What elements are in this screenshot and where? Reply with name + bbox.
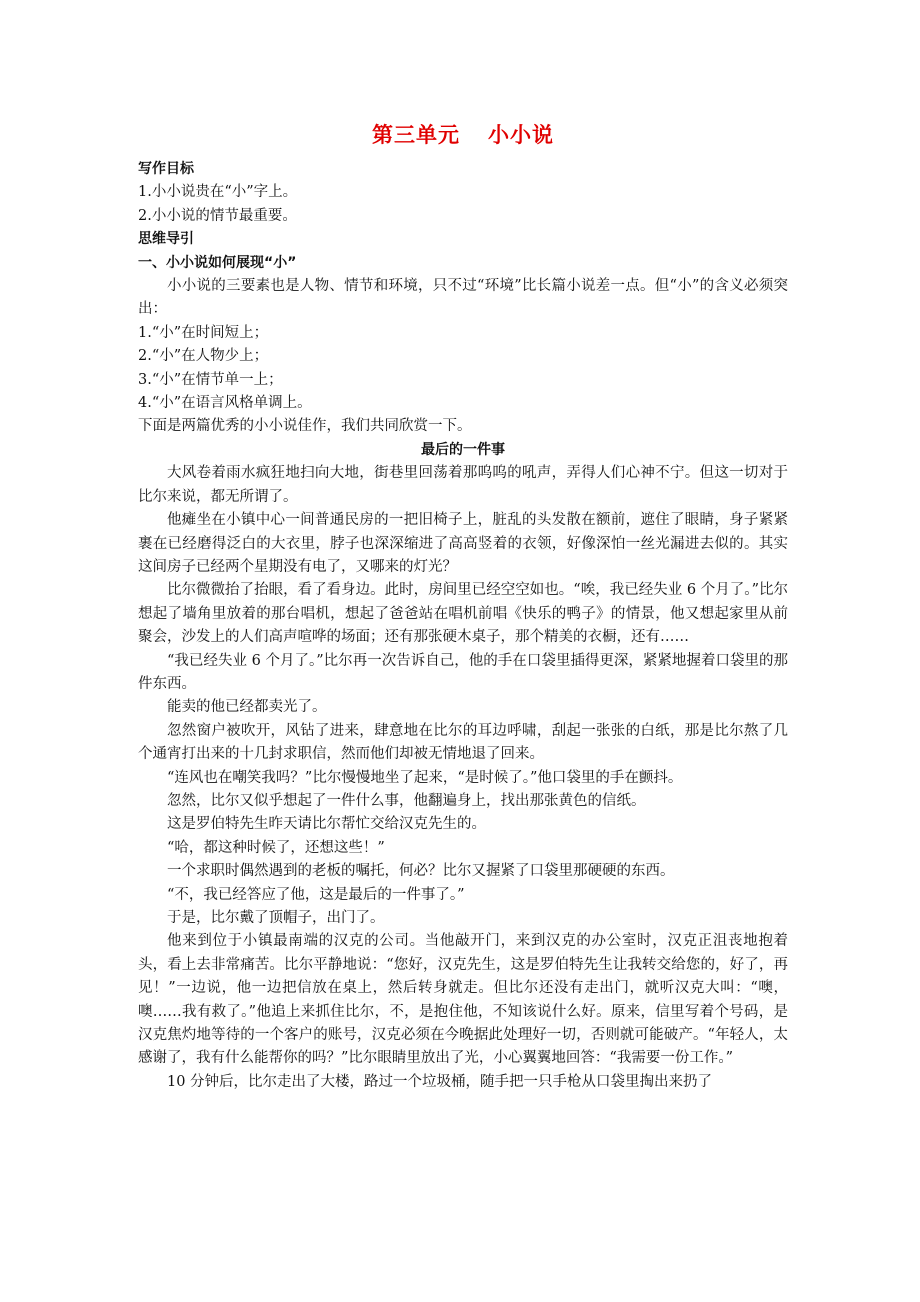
- story-title: 最后的一件事: [421, 441, 505, 458]
- story-paragraph: 一个求职时偶然遇到的老板的嘱托，何必？比尔又握紧了口袋里那硬硬的东西。: [167, 863, 675, 880]
- title-unit: 第三单元: [372, 122, 460, 147]
- page-title: [138, 118, 788, 152]
- sub-heading: 一、小小说如何展现“小”: [138, 254, 297, 271]
- goal-item: 2.小小说的情节最重要。: [138, 207, 297, 224]
- story-paragraph: “我已经失业 6 个月了。”比尔再一次告诉自己，他的手在口袋里插得更深，紧紧地握着口袋里的那件东西。: [138, 652, 788, 692]
- story-paragraph: 他瘫坐在小镇中心一间普通民房的一把旧椅子上，脏乱的头发散在额前，遮住了眼睛，身子紧紧裹在已经磨得泛白的大衣里，脖子也深深缩进了高高竖着的衣领，好像深怕一丝光漏进去似的。其实这间房子已经两个星期没有电了，又哪来的灯光？: [138, 512, 788, 575]
- guide-lead: 下面是两篇优秀的小小说佳作，我们共同欣赏一下。: [138, 418, 472, 435]
- goal-item: 1.小小说贵在“小”字上。: [138, 184, 298, 201]
- section-heading-goal: 写作目标: [138, 161, 194, 177]
- story-paragraph: 忽然窗户被吹开，风钻了进来，肆意地在比尔的耳边呼啸，刮起一张张的白纸，那是比尔熬了几个通宵打出来的十几封求职信，然而他们却被无情地退了回来。: [138, 722, 788, 763]
- guide-point: 3.“小”在情节单一上；: [138, 371, 283, 388]
- story-paragraph: 忽然，比尔又似乎想起了一件什么事，他翻遍身上，找出那张黄色的信纸。: [167, 792, 646, 809]
- story-paragraph: 大风卷着雨水疯狂地扫向大地，街巷里回荡着那呜呜的吼声，弄得人们心神不宁。但这一切对于比尔来说，都无所谓了。: [138, 465, 788, 505]
- story-paragraph: 他来到位于小镇最南端的汉克的公司。当他敲开门，来到汉克的办公室时，汉克正沮丧地抱着头，看上去非常痛苦。比尔平静地说：“您好，汉克先生，这是罗伯特先生让我转交给您的，好了，再见！”一边说，他一边把信放在桌上，然后转身就走。但比尔还没有走出门，就听汉克大叫：“噢，噢……我有救了。”他追上来抓住比尔，不，是抱住他，不知该说什么好。原来，信里写着个号码，是汉克焦灼地等待的一个客户的账号，汉克必须在今晚据此处理好一切，否则就可能破产。“年轻人，太感谢了，我有什么能帮你的吗？”比尔眼睛里放出了光，小心翼翼地回答：“我需要一份工作。”: [138, 933, 788, 1067]
- guide-point: 1.“小”在时间短上；: [138, 324, 269, 341]
- guide-intro: 小小说的三要素也是人物、情节和环境，只不过“环境”比长篇小说差一点。但“小”的含义必须突出：: [138, 278, 788, 318]
- story-paragraph: 比尔微微抬了抬眼，看了看身边。此时，房间里已经空空如也。“唉，我已经失业 6 个月了。”比尔想起了墙角里放着的那台唱机，想起了爸爸站在唱机前唱《快乐的鸭子》的情景，他又想起家里从前聚会，沙发上的人们高声喧哗的场面；还有那张硬木桌子，那个精美的衣橱，还有……: [138, 582, 788, 646]
- guide-point: 4.“小”在语言风格单调上。: [138, 395, 312, 412]
- story-paragraph: 这是罗伯特先生昨天请比尔帮忙交给汉克先生的。: [167, 816, 486, 833]
- story-paragraph: 于是，比尔戴了顶帽子，出门了。: [167, 910, 385, 926]
- story-paragraph: “不，我已经答应了他，这是最后的一件事了。”: [167, 886, 465, 903]
- title-genre: 小小说: [488, 122, 554, 147]
- story-paragraph: “哈，都这种时候了，还想这些！”: [167, 839, 385, 856]
- story-paragraph: 10 分钟后，比尔走出了大楼，路过一个垃圾桶，随手把一只手枪从口袋里掏出来扔了: [167, 1073, 713, 1090]
- story-paragraph: 能卖的他已经都卖光了。: [167, 699, 327, 716]
- document-page: [138, 118, 788, 1094]
- section-heading-guide: 思维导引: [138, 231, 194, 248]
- story-paragraph: “连风也在嘲笑我吗？”比尔慢慢地坐了起来，“是时候了。”他口袋里的手在颤抖。: [167, 769, 683, 786]
- guide-point: 2.“小”在人物少上；: [138, 348, 269, 365]
